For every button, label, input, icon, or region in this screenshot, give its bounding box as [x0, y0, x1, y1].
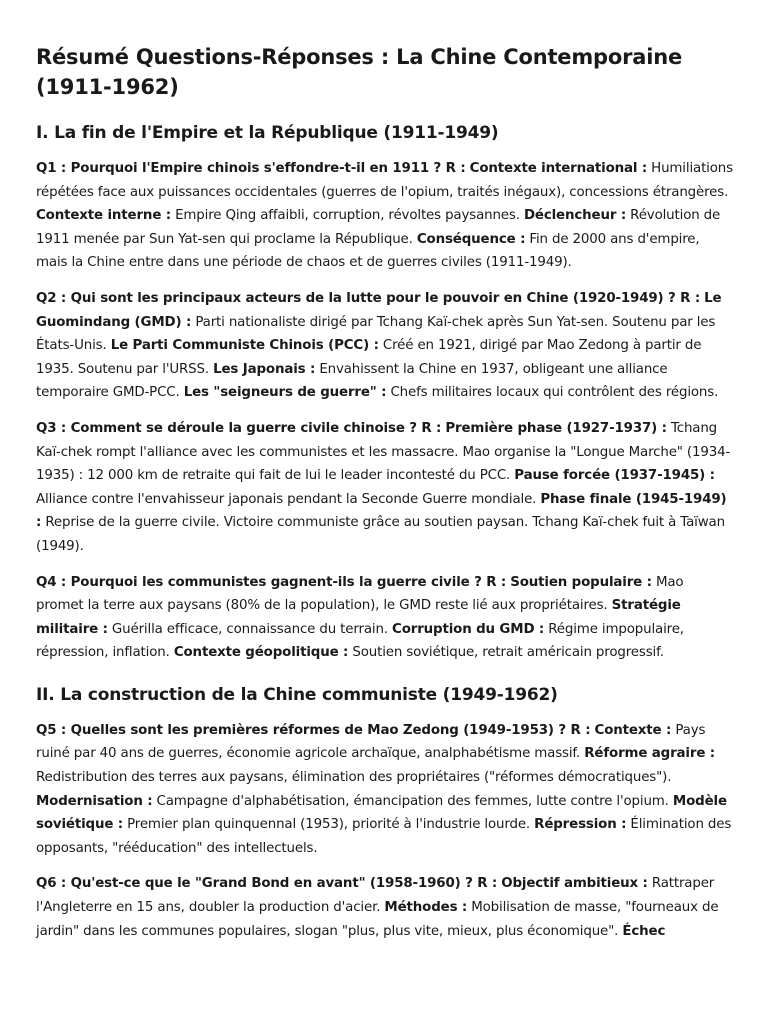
part-text: Élimination des opposants, "rééducation" des intellectuels.: [36, 817, 732, 856]
part-text: Mobilisation de masse, "fourneaux de jardin" dans les communes populaires, slogan "plus, plus vite, mieux, plus économique".: [36, 900, 719, 939]
part-text: Chefs militaires locaux qui contrôlent des régions.: [390, 385, 719, 401]
part-label: Phase finale (1945-1949) :: [36, 491, 727, 531]
question-text: Q3 : Comment se déroule la guerre civile chinoise ? R :: [36, 420, 442, 436]
qa-item-q2: [36, 287, 734, 405]
part-text: Fin de 2000 ans d'empire, mais la Chine entre dans une période de chaos et de guerres civiles (1911-1949).: [36, 231, 700, 271]
part-label: Stratégie militaire :: [36, 598, 681, 637]
part-text: Révolution de 1911 menée par Sun Yat-sen qui proclame la République.: [36, 208, 721, 247]
part-label: Soutien populaire :: [510, 574, 652, 590]
page-title: Résumé Questions-Réponses : La Chine Contemporaine (1911-1962): [36, 45, 683, 99]
part-label: Modernisation :: [36, 793, 153, 809]
part-label: Le Guomindang (GMD) :: [36, 290, 722, 330]
question-text: Q1 : Pourquoi l'Empire chinois s'effondre-t-il en 1911 ? R :: [36, 161, 466, 176]
part-text: Guérilla efficace, connaissance du terrain.: [111, 621, 388, 637]
qa-item-q6: [36, 872, 734, 943]
question-text: Q6 : Qu'est-ce que le "Grand Bond en avant" (1958-1960) ? R :: [36, 876, 498, 892]
part-label: Première phase (1927-1937) :: [445, 420, 667, 436]
part-label: Contexte interne :: [36, 208, 171, 224]
part-text: Redistribution des terres aux paysans, élimination des propriétaires ("réformes démocratiques").: [36, 770, 672, 786]
part-label: Modèle soviétique :: [36, 793, 727, 833]
qa-item-q4: [36, 571, 734, 665]
section-heading: II. La construction de la Chine communiste (1949-1962): [36, 684, 558, 705]
part-label: Méthodes :: [384, 900, 468, 916]
part-text: Reprise de la guerre civile. Victoire communiste grâce au soutien paysan. Tchang Kaï-chek fuit à Taïwan (1949).: [36, 515, 725, 554]
question-text: Q4 : Pourquoi les communistes gagnent-ils la guerre civile ? R :: [36, 574, 507, 590]
part-label: Pause forcée (1937-1945) :: [514, 468, 715, 484]
part-label: Réforme agraire :: [584, 746, 715, 762]
part-text: Pays ruiné par 40 ans de guerres, économie agricole archaïque, analphabétisme massif.: [36, 722, 706, 762]
part-label: Le Parti Communiste Chinois (PCC) :: [110, 338, 379, 354]
part-label: Les "seigneurs de guerre" :: [183, 385, 387, 401]
section-1: [36, 121, 734, 665]
part-label: Échec: [622, 923, 666, 939]
part-label: Répression :: [534, 817, 627, 833]
part-text: Régime impopulaire, répression, inflation.: [36, 621, 684, 661]
question-text: Q2 : Qui sont les principaux acteurs de la lutte pour le pouvoir en Chine (1920-1949) ? R :: [36, 290, 701, 306]
part-text: Campagne d'alphabétisation, émancipation des femmes, lutte contre l'opium.: [156, 793, 669, 809]
part-text: Soutien soviétique, retrait américain progressif.: [352, 645, 664, 661]
part-text: Rattraper l'Angleterre en 15 ans, doubler la production d'acier.: [36, 876, 715, 916]
part-text: Tchang Kaï-chek rompt l'alliance avec les communistes et les massacre. Mao organise la "Longue Marche" (1934-1935) : 12 000 km de retraite qui fait de lui le leader incontesté du PCC.: [36, 420, 731, 484]
part-label: Objectif ambitieux :: [501, 876, 648, 892]
part-text: Premier plan quinquennal (1953), priorité à l'industrie lourde.: [127, 817, 531, 833]
part-label: Déclencheur :: [523, 208, 627, 224]
part-label: Contexte :: [594, 722, 672, 738]
part-label: Les Japonais :: [213, 361, 316, 377]
part-text: Humiliations répétées face aux puissances occidentales (guerres de l'opium, traités inégaux), concessions étrangères.: [36, 161, 733, 200]
part-label: Corruption du GMD :: [392, 621, 545, 637]
part-text: Créé en 1921, dirigé par Mao Zedong à partir de 1935. Soutenu par l'URSS.: [36, 338, 702, 377]
section-heading: I. La fin de l'Empire et la République (1911-1949): [36, 123, 499, 143]
qa-item-q1: [36, 157, 734, 275]
part-label: Contexte international :: [469, 161, 648, 176]
part-text: Empire Qing affaibli, corruption, révoltes paysannes.: [175, 208, 520, 224]
part-text: Envahissent la Chine en 1937, obligeant une alliance temporaire GMD-PCC.: [36, 361, 668, 401]
part-label: Contexte géopolitique :: [173, 645, 349, 661]
part-text: Mao promet la terre aux paysans (80% de la population), le GMD reste lié aux propriétaires.: [36, 574, 684, 614]
section-2: [36, 683, 734, 943]
part-text: Parti nationaliste dirigé par Tchang Kaï-chek après Sun Yat-sen. Soutenu par les États-Unis.: [36, 314, 716, 354]
qa-item-q5: [36, 719, 734, 861]
part-text: Alliance contre l'envahisseur japonais pendant la Seconde Guerre mondiale.: [36, 491, 537, 507]
qa-item-q3: [36, 417, 734, 559]
part-label: Conséquence :: [416, 231, 526, 247]
question-text: Q5 : Quelles sont les premières réformes de Mao Zedong (1949-1953) ? R :: [36, 722, 591, 738]
